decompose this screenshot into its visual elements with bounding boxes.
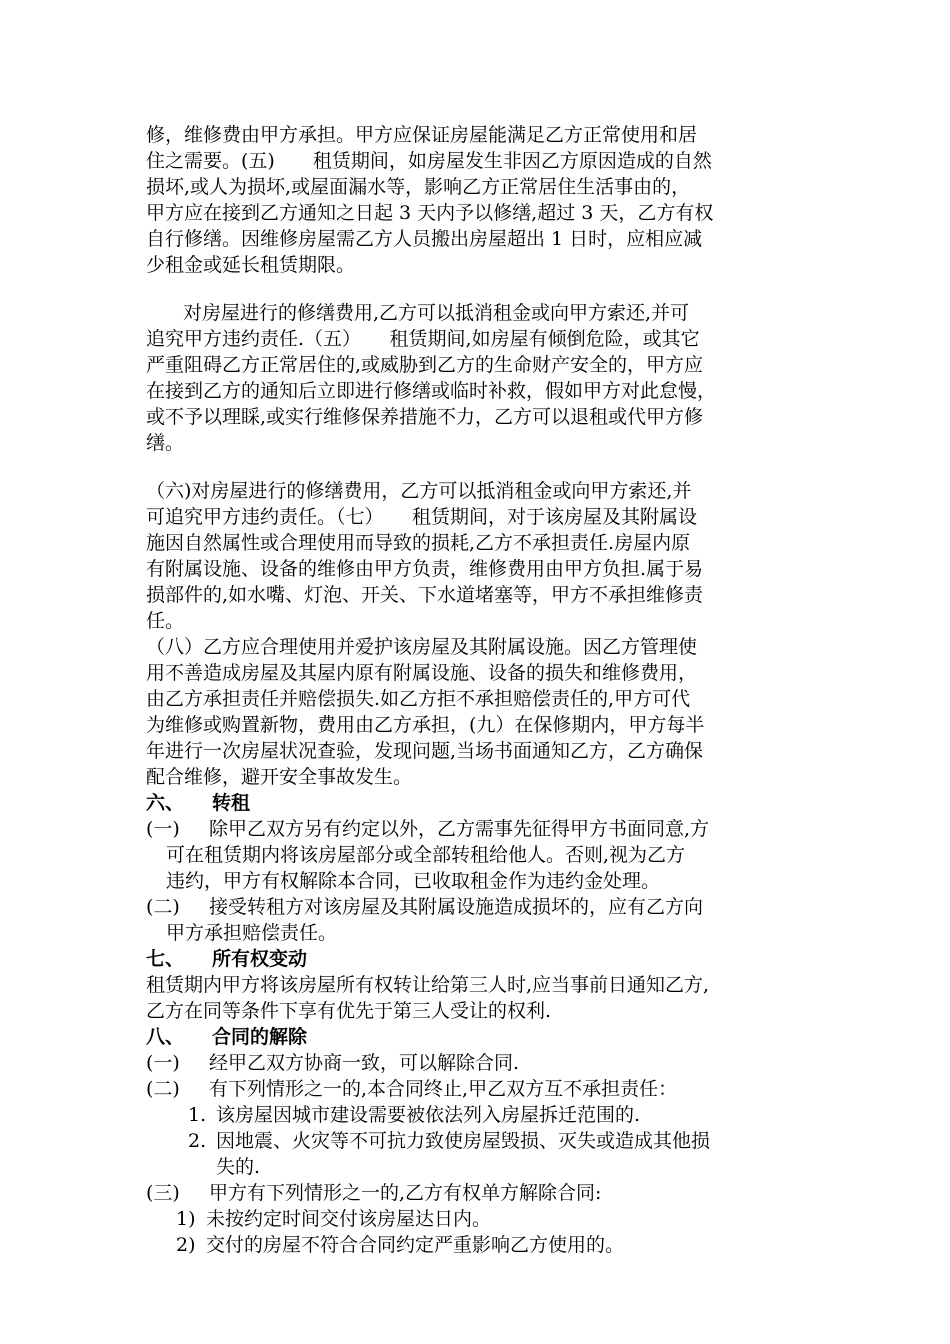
text-line: 租赁期内甲方将该房屋所有权转让给第三人时,应当事前日通知乙方, — [146, 974, 710, 996]
text-line: 有附属设施、设备的维修由甲方负责，维修费用由甲方负担.属于易 — [146, 558, 704, 580]
text-line: 失的. — [216, 1156, 261, 1178]
text-line: 少租金或延长租赁期限。 — [146, 254, 356, 276]
sub-item-label: 2) — [176, 1234, 196, 1256]
paragraph-repair-costs — [146, 300, 812, 456]
list-item — [146, 894, 812, 946]
text-line: 用不善造成房屋及其屋内原有附属设施、设备的损失和维修费用， — [146, 662, 698, 684]
text-line: 甲方应在接到乙方通知之日起 3 天内予以修缮,超过 3 天，乙方有权 — [146, 202, 714, 224]
paragraph-wear-and-tear — [146, 478, 812, 634]
section-title: 合同的解除 — [212, 1026, 308, 1048]
text-line: 可追究甲方违约责任。（七） 租赁期间，对于该房屋及其附属设 — [146, 506, 698, 528]
text-line: 修，维修费由甲方承担。甲方应保证房屋能满足乙方正常使用和居 — [146, 124, 698, 146]
section-heading-termination — [146, 1024, 812, 1050]
sub-item-text: 该房屋因城市建设需要被依法列入房屋拆迁范围的. — [216, 1104, 641, 1126]
paragraph-repair-obligation — [146, 122, 812, 278]
text-line: 或不予以理睬,或实行维修保养措施不力，乙方可以退租或代甲方修 — [146, 406, 704, 428]
sub-list-item — [146, 1206, 812, 1232]
section-number: 六、 — [146, 792, 185, 814]
section-heading-ownership-change — [146, 946, 812, 972]
text-line: 在接到乙方的通知后立即进行修缮或临时补救，假如甲方对此怠慢， — [146, 380, 717, 402]
list-item-first-line — [146, 894, 812, 920]
item-text: 甲方有下列情形之一的,乙方有权单方解除合同: — [209, 1182, 602, 1204]
section-heading-sublease — [146, 790, 812, 816]
section-title: 所有权变动 — [212, 948, 308, 970]
text-line: （六)对房屋进行的修缮费用，乙方可以抵消租金或向甲方索还,并 — [146, 480, 692, 502]
sub-list-item — [146, 1128, 812, 1154]
text-line: 乙方在同等条件下享有优先于第三人受让的权利. — [146, 1000, 552, 1022]
sub-item-label: 2. — [188, 1130, 207, 1152]
text-line: 由乙方承担责任并赔偿损失.如乙方拒不承担赔偿责任的,甲方可代 — [146, 688, 691, 710]
text-line: 严重阻碍乙方正常居住的,或威胁到乙方的生命财产安全的，甲方应 — [146, 354, 704, 376]
text-line: 接受转租方对该房屋及其附属设施造成损坏的，应有乙方向 — [209, 896, 704, 918]
text-line: 住之需要。(五) 租赁期间，如房屋发生非因乙方原因造成的自然 — [146, 150, 712, 172]
sub-item-text: 因地震、火灾等不可抗力致使房屋毁损、灭失或造成其他损 — [216, 1130, 711, 1152]
section-number: 八、 — [146, 1026, 185, 1048]
text-line: 自行修缮。因维修房屋需乙方人员搬出房屋超出 1 日时，应相应减 — [146, 228, 703, 250]
paragraph-gap — [146, 456, 812, 478]
list-item — [146, 816, 812, 894]
list-item — [146, 1050, 812, 1076]
item-text: 经甲乙双方协商一致，可以解除合同. — [209, 1052, 520, 1074]
item-label: (二) — [146, 1078, 180, 1100]
paragraph-proper-use — [146, 634, 812, 790]
text-line: 施因自然属性或合理使用而导致的损耗,乙方不承担责任.房屋内原 — [146, 532, 691, 554]
text-line: 损部件的,如水嘴、灯泡、开关、下水道堵塞等，甲方不承担维修责 — [146, 584, 704, 606]
contract-page — [146, 122, 812, 1258]
sub-item-label: 1. — [188, 1104, 207, 1126]
list-item — [146, 1180, 812, 1206]
item-text: 有下列情形之一的,本合同终止,甲乙双方互不承担责任： — [209, 1078, 678, 1100]
text-line: 损坏,或人为损坏,或屋面漏水等，影响乙方正常居住生活事由的， — [146, 176, 691, 198]
item-label: (一) — [146, 1052, 180, 1074]
text-line: 可在租赁期内将该房屋部分或全部转租给他人。否则,视为乙方 — [166, 844, 686, 866]
text-line: 追究甲方违约责任.（五） 租赁期间,如房屋有倾倒危险，或其它 — [146, 328, 700, 350]
paragraph-gap — [146, 278, 812, 300]
text-line: 配合维修，避开安全事故发生。 — [146, 766, 413, 788]
sub-list-item — [146, 1232, 812, 1258]
text-line: 年进行一次房屋状况查验，发现问题,当场书面通知乙方，乙方确保 — [146, 740, 704, 762]
text-line: 除甲乙双方另有约定以外，乙方需事先征得甲方书面同意,方 — [209, 818, 710, 840]
sub-list-item — [146, 1102, 812, 1128]
list-item-first-line — [146, 816, 812, 842]
text-line: 为维修或购置新物，费用由乙方承担，(九）在保修期内，甲方每半 — [146, 714, 705, 736]
item-label: (一) — [146, 818, 180, 840]
text-line: 甲方承担赔偿责任。 — [166, 922, 338, 944]
sub-item-text: 交付的房屋不符合合同约定严重影响乙方使用的。 — [206, 1234, 625, 1256]
sub-item-text: 未按约定时间交付该房屋达日内。 — [206, 1208, 492, 1230]
sub-item-label: 1) — [176, 1208, 196, 1230]
text-line: （八）乙方应合理使用并爱护该房屋及其附属设施。因乙方管理使 — [146, 636, 698, 658]
section-title: 转租 — [212, 792, 251, 814]
section-number: 七、 — [146, 948, 185, 970]
text-line: 对房屋进行的修缮费用,乙方可以抵消租金或向甲方索还,并可 — [183, 302, 690, 324]
text-line: 缮。 — [146, 432, 185, 454]
text-line: 任。 — [146, 610, 185, 632]
text-line: 违约，甲方有权解除本合同，已收取租金作为违约金处理。 — [166, 870, 661, 892]
list-item — [146, 1076, 812, 1102]
item-label: (二) — [146, 896, 180, 918]
item-label: (三) — [146, 1182, 180, 1204]
